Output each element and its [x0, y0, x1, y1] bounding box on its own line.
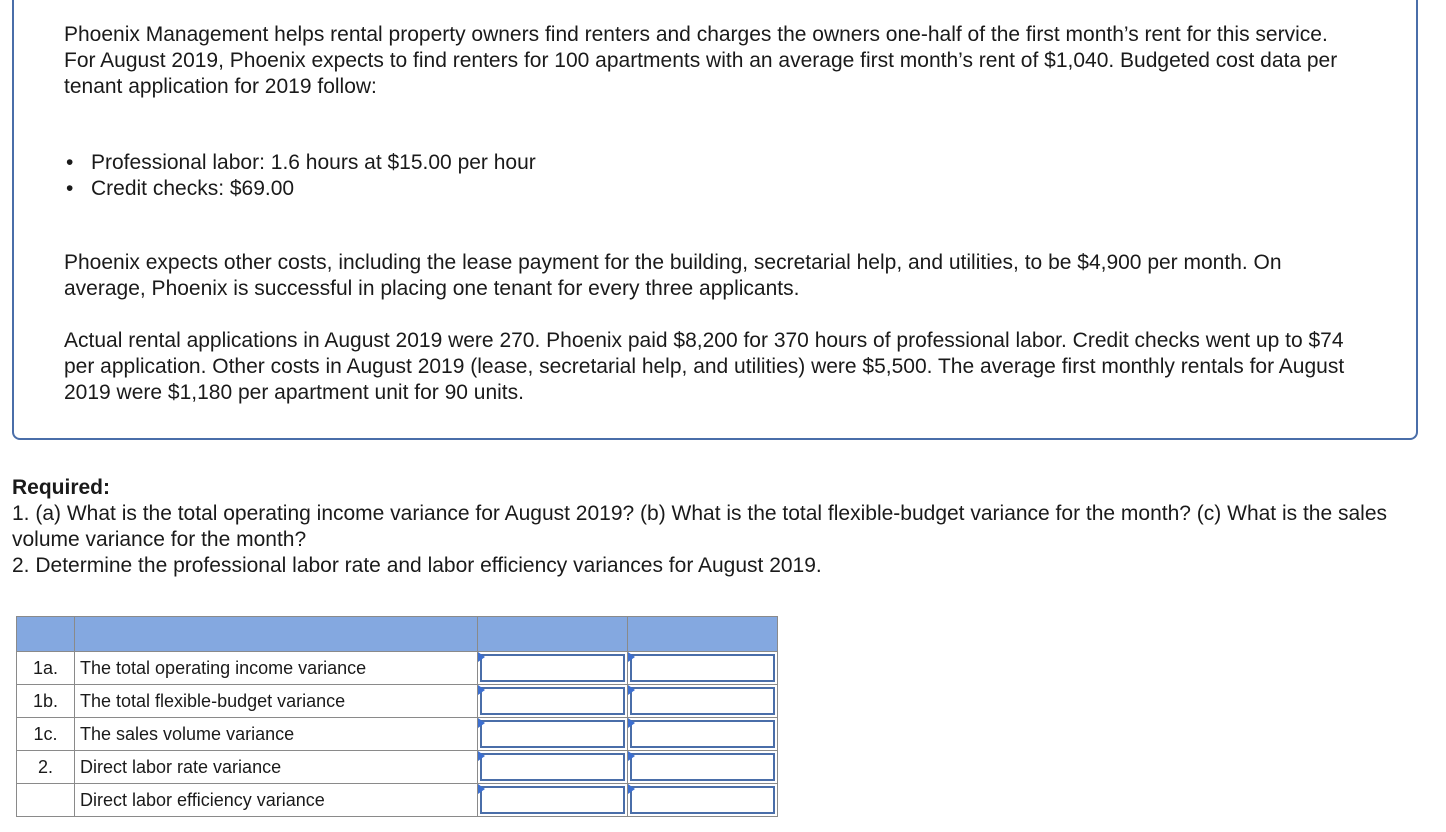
row-number: 2.	[17, 751, 75, 784]
triangle-marker-icon	[478, 751, 485, 761]
answer-table	[16, 616, 778, 817]
budgeted-cost-item	[64, 150, 536, 176]
amount-cell	[478, 652, 628, 685]
amount-input[interactable]	[482, 788, 623, 812]
triangle-marker-icon	[628, 751, 635, 761]
type-cell	[628, 784, 778, 817]
table-row	[17, 718, 778, 751]
triangle-marker-icon	[478, 784, 485, 794]
problem-paragraph-other-costs: Phoenix expects other costs, including the lease payment for the building, secretarial help, and utilities, to be $4,900 per month. On average, Phoenix is successful in placing one tenant for every three applicants.	[64, 251, 1282, 300]
budgeted-cost-list	[64, 150, 536, 202]
problem-paragraph-actuals: Actual rental applications in August 2019 were 270. Phoenix paid $8,200 for 370 hours of professional labor. Credit checks went up to $74 per application. Other costs in August 2019 (lease, secretarial help, and utilities) were $5,500. The average first monthly rentals for August 2019 were $1,180 per apartment unit for 90 units.	[64, 329, 1345, 404]
budgeted-cost-text: Professional labor: 1.6 hours at $15.00 per hour	[91, 151, 536, 174]
row-label: The total flexible-budget variance	[75, 685, 478, 718]
budgeted-cost-text: Credit checks: $69.00	[91, 177, 295, 200]
amount-input[interactable]	[482, 689, 623, 713]
variance-type-input[interactable]	[632, 788, 773, 812]
amount-input[interactable]	[482, 755, 623, 779]
variance-type-input[interactable]	[632, 689, 773, 713]
row-label: The sales volume variance	[75, 718, 478, 751]
required-title: Required:	[12, 476, 111, 499]
type-cell	[628, 652, 778, 685]
row-label: Direct labor rate variance	[75, 751, 478, 784]
triangle-marker-icon	[478, 718, 485, 728]
header-cell-amount	[478, 617, 628, 652]
triangle-marker-icon	[628, 784, 635, 794]
bullet-icon: •	[66, 151, 74, 174]
required-question-1: 1. (a) What is the total operating income variance for August 2019? (b) What is the total flexible-budget variance for the month? (c) What is the sales volume variance for the month?	[12, 502, 1388, 551]
table-row	[17, 751, 778, 784]
type-cell	[628, 718, 778, 751]
table-row	[17, 685, 778, 718]
row-label: Direct labor efficiency variance	[75, 784, 478, 817]
row-label: The total operating income variance	[75, 652, 478, 685]
row-number	[17, 784, 75, 817]
triangle-marker-icon	[478, 652, 485, 662]
amount-input[interactable]	[482, 656, 623, 680]
triangle-marker-icon	[628, 652, 635, 662]
header-cell-type	[628, 617, 778, 652]
variance-type-input[interactable]	[632, 656, 773, 680]
answer-table-header	[17, 617, 778, 652]
amount-cell	[478, 718, 628, 751]
problem-paragraph-intro: Phoenix Management helps rental property owners find renters and charges the owners one-half of the first month’s rent for this service. For August 2019, Phoenix expects to find renters for 100 apartments with an average first month’s rent of $1,040. Budgeted cost data per tenant application for 2019 follow:	[64, 23, 1338, 98]
type-cell	[628, 685, 778, 718]
table-row	[17, 784, 778, 817]
variance-type-input[interactable]	[632, 755, 773, 779]
header-cell-label	[75, 617, 478, 652]
triangle-marker-icon	[628, 685, 635, 695]
required-question-2: 2. Determine the professional labor rate and labor efficiency variances for August 2019.	[12, 554, 822, 577]
header-cell-number	[17, 617, 75, 652]
bullet-icon: •	[66, 177, 74, 200]
amount-cell	[478, 751, 628, 784]
variance-type-input[interactable]	[632, 722, 773, 746]
type-cell	[628, 751, 778, 784]
amount-cell	[478, 784, 628, 817]
amount-cell	[478, 685, 628, 718]
table-row	[17, 652, 778, 685]
row-number: 1b.	[17, 685, 75, 718]
triangle-marker-icon	[628, 718, 635, 728]
triangle-marker-icon	[478, 685, 485, 695]
budgeted-cost-item	[64, 176, 536, 202]
row-number: 1c.	[17, 718, 75, 751]
amount-input[interactable]	[482, 722, 623, 746]
required-section	[12, 475, 1432, 579]
row-number: 1a.	[17, 652, 75, 685]
